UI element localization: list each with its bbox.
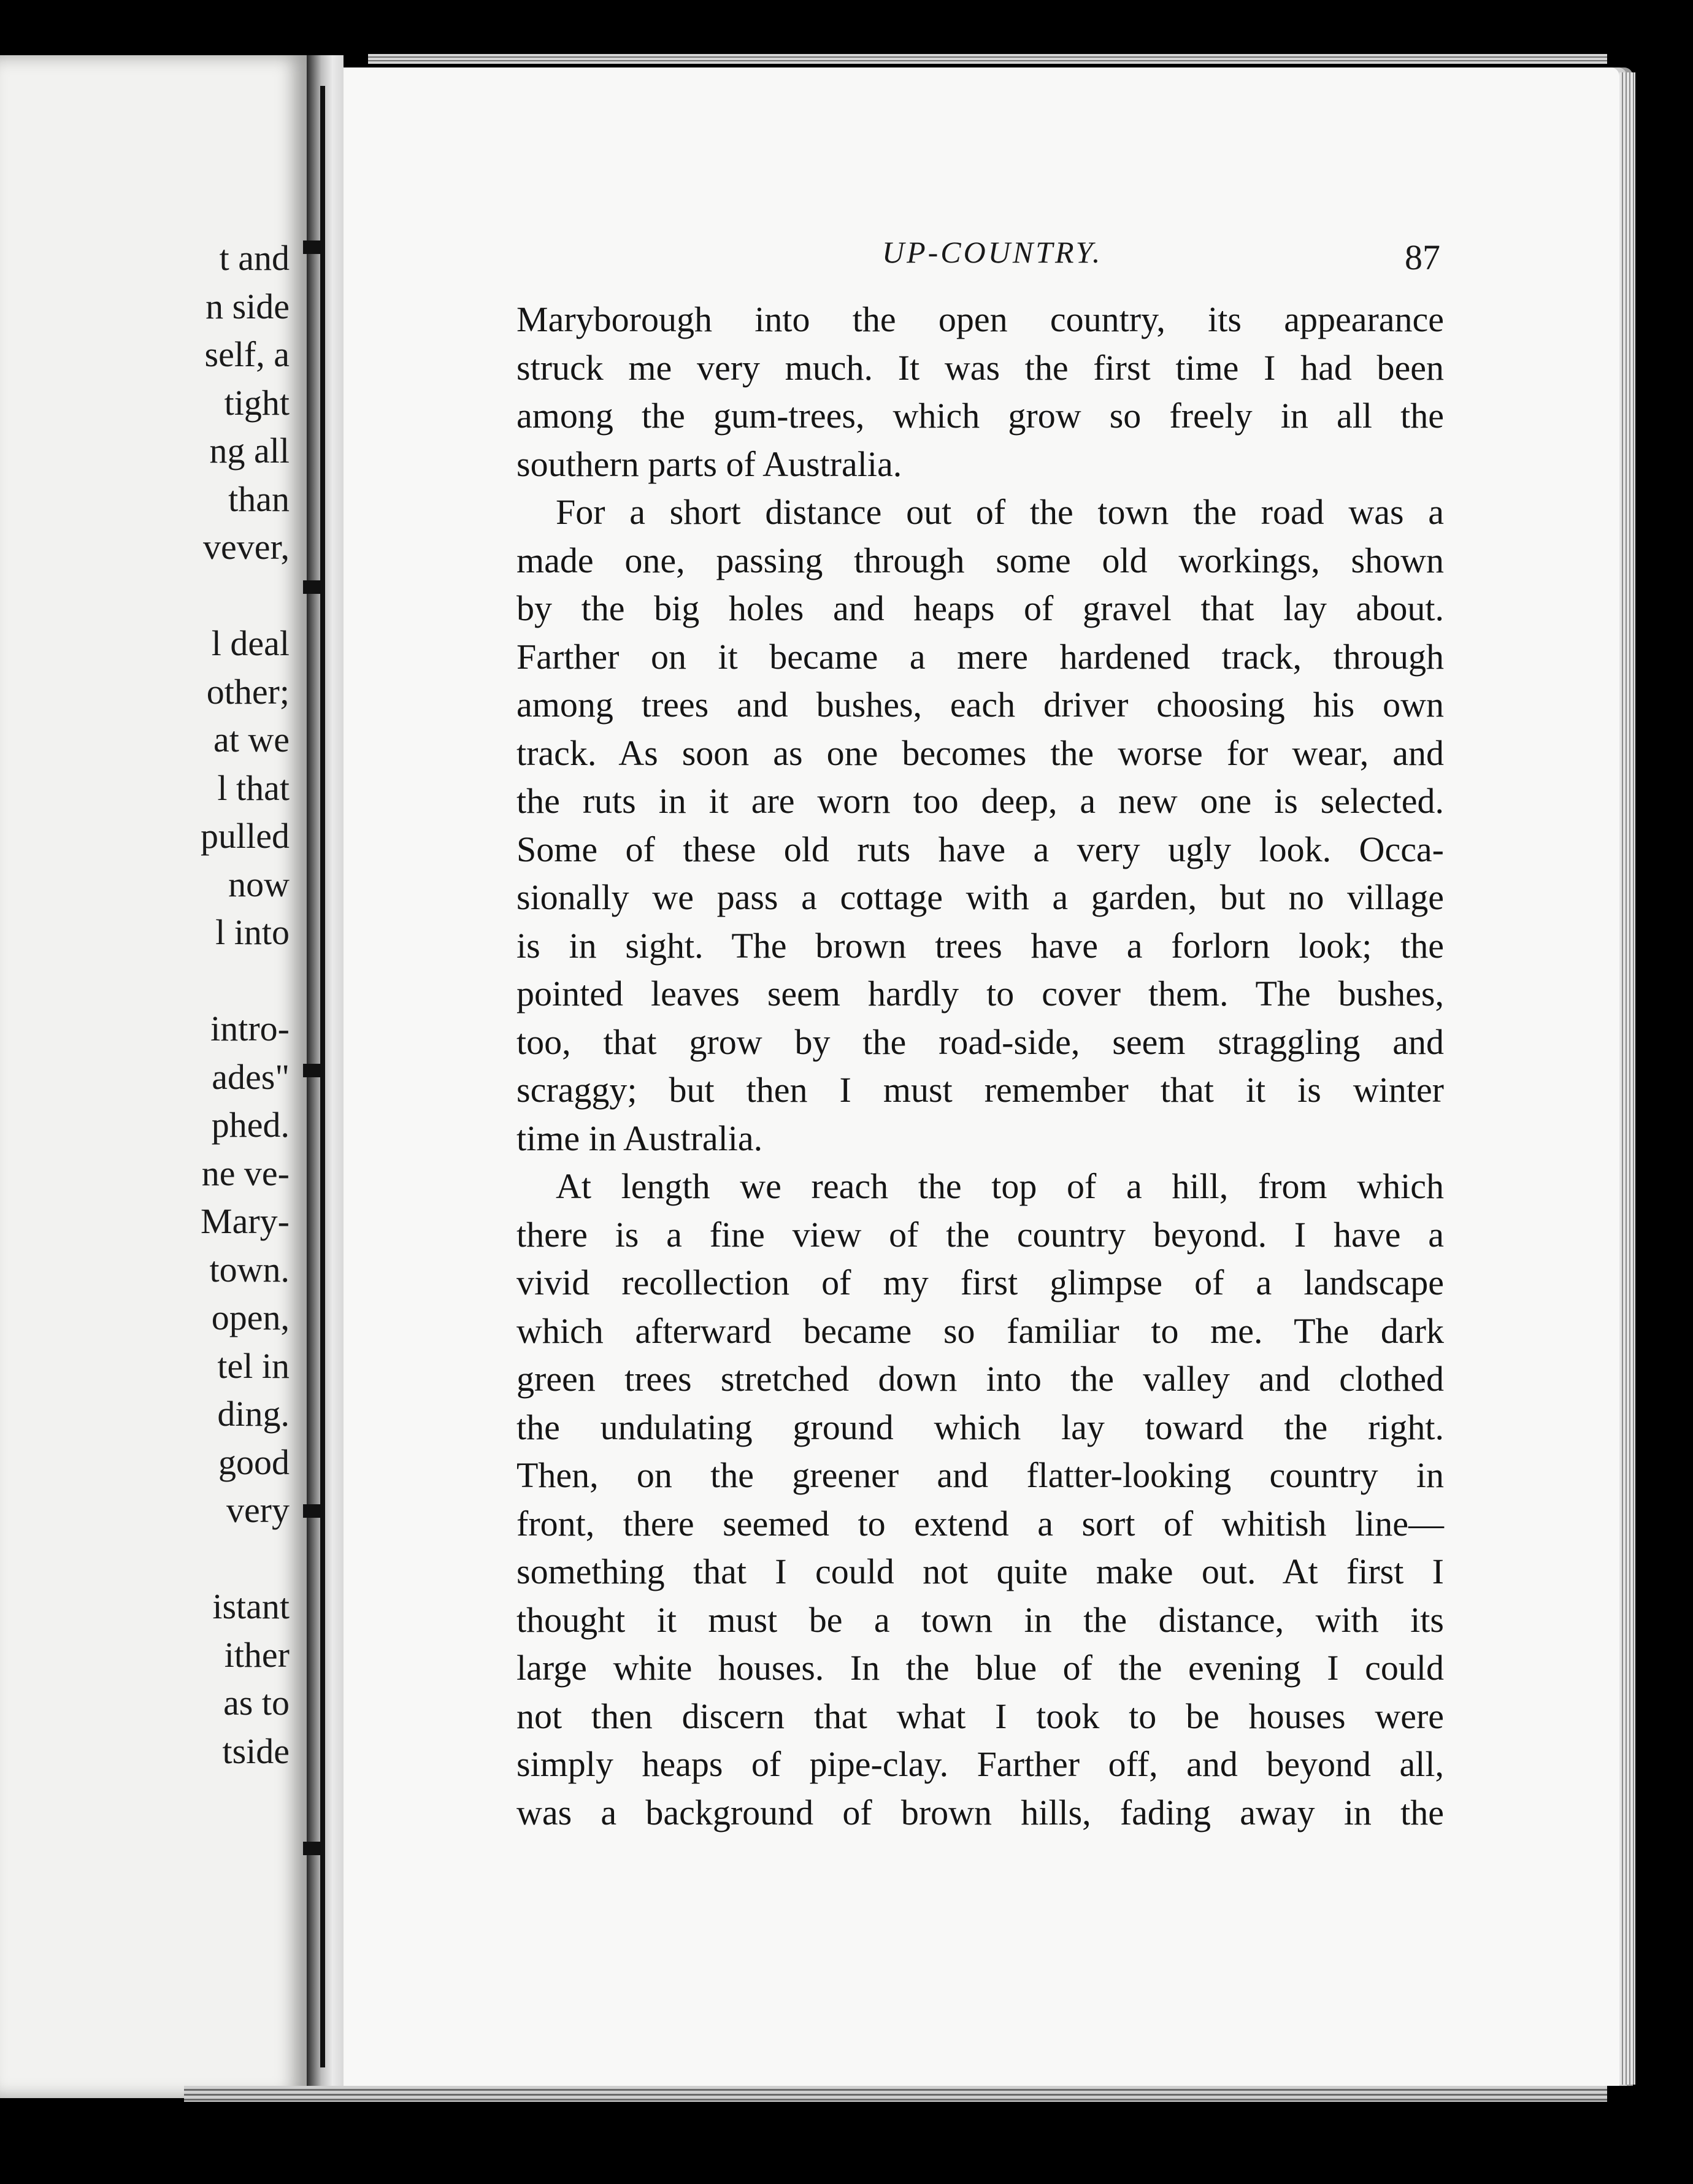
text-line: the undulating ground which lay toward the right.	[516, 1407, 1444, 1447]
left-page-line-fragment: tel in	[217, 1345, 290, 1386]
page-edge-stack	[1619, 72, 1635, 2085]
binding-stitch-mark	[303, 1064, 321, 1077]
text-line: large white houses. In the blue of the evening I could	[516, 1648, 1444, 1688]
text-line: Then, on the greener and flatter-looking country in	[516, 1455, 1444, 1495]
left-page-line-fragment: other;	[206, 671, 290, 712]
text-line: front, there seemed to extend a sort of whitish line—	[516, 1503, 1444, 1544]
text-line: Some of these old ruts have a very ugly look. Occa-	[516, 829, 1444, 869]
running-head: UP-COUNTRY.	[882, 235, 1103, 269]
left-page-line-fragment: l deal	[211, 623, 290, 663]
text-line: track. As soon as one becomes the worse for wear, and	[516, 732, 1444, 773]
text-line: At length we reach the top of a hill, from which	[556, 1166, 1444, 1206]
text-line: vivid recollection of my first glimpse of a landscape	[516, 1263, 1444, 1302]
left-page-line-fragment: l into	[215, 912, 290, 952]
left-page-line-fragment: self, a	[204, 334, 290, 374]
left-page-line-fragment: vever,	[203, 527, 290, 567]
left-page	[0, 55, 307, 2098]
left-page-line-fragment: Mary-	[201, 1201, 290, 1241]
left-page-line-fragment: town.	[209, 1249, 290, 1290]
left-page-line-fragment: n side	[205, 286, 290, 326]
left-page-line-fragment: l that	[217, 767, 290, 808]
text-line: southern parts of Australia.	[516, 444, 902, 484]
text-line: scraggy; but then I must remember that it is winter	[516, 1070, 1444, 1110]
text-line: among trees and bushes, each driver choosing his own	[516, 685, 1444, 725]
left-page-line-fragment: t and	[219, 238, 290, 278]
binding-stitch-mark	[303, 240, 321, 254]
left-page-line-fragment: intro-	[210, 1009, 290, 1048]
page-bottom-edge	[184, 2086, 1607, 2102]
left-page-line-fragment: open,	[211, 1298, 290, 1337]
left-page-line-fragment: tside	[222, 1731, 290, 1771]
page-number: 87	[1405, 237, 1440, 277]
text-line: the ruts in it are worn too deep, a new one is selected.	[516, 781, 1444, 821]
text-line: Maryborough into the open country, its appearance	[516, 299, 1444, 339]
left-page-line-fragment: at we	[213, 720, 290, 759]
left-page-line-fragment: ne ve-	[201, 1153, 290, 1193]
binding-stitch-mark	[303, 1842, 321, 1855]
text-line: thought it must be a town in the distance, with its	[516, 1599, 1444, 1640]
left-page-line-fragment: now	[228, 864, 290, 904]
left-page-line-fragment: tight	[224, 382, 290, 423]
text-line: Farther on it became a mere hardened track, through	[516, 636, 1444, 677]
page-top-edge	[368, 54, 1607, 64]
text-line: struck me very much. It was the first time I had been	[516, 347, 1444, 388]
left-page-line-fragment: good	[218, 1442, 290, 1482]
left-page-line-fragment: istant	[212, 1586, 290, 1626]
left-page-line-fragment: phed.	[211, 1105, 290, 1145]
left-page-line-fragment: ng all	[209, 431, 290, 471]
left-page-line-fragment: than	[228, 479, 290, 519]
text-line: For a short distance out of the town the road was a	[556, 492, 1444, 532]
text-line: green trees stretched down into the valley and clothed	[516, 1359, 1444, 1399]
text-line: too, that grow by the road-side, seem straggling and	[516, 1021, 1444, 1062]
text-line: time in Australia.	[516, 1118, 763, 1158]
left-page-line-fragment: pulled	[201, 816, 290, 856]
left-page-line-fragment: as to	[223, 1683, 290, 1723]
text-line: sionally we pass a cottage with a garden, but no village	[516, 877, 1444, 917]
text-line: is in sight. The brown trees have a forlorn look; the	[516, 925, 1444, 966]
text-line: something that I could not quite make out. At first I	[516, 1551, 1444, 1591]
text-line: by the big holes and heaps of gravel that lay about.	[516, 588, 1444, 628]
left-page-line-fragment: ding.	[217, 1394, 290, 1434]
text-line: pointed leaves seem hardly to cover them. The bushes,	[516, 974, 1444, 1013]
text-line: which afterward became so familiar to me. The dark	[516, 1310, 1444, 1351]
text-line: was a background of brown hills, fading away in the	[516, 1792, 1444, 1832]
text-line: there is a fine view of the country beyond. I have a	[516, 1214, 1444, 1255]
text-line: simply heaps of pipe-clay. Farther off, and beyond all,	[516, 1744, 1444, 1784]
left-page-line-fragment: ither	[224, 1634, 290, 1675]
text-line: among the gum-trees, which grow so freely in all the	[516, 396, 1444, 436]
text-line: made one, passing through some old workings, shown	[516, 540, 1444, 580]
body-text	[516, 296, 1444, 1837]
left-page-line-fragment: very	[226, 1490, 290, 1530]
text-line: not then discern that what I took to be houses were	[516, 1696, 1444, 1736]
left-page-line-fragment: ades"	[212, 1056, 290, 1097]
binding-stitch-mark	[303, 1504, 321, 1518]
binding-stitch-mark	[303, 580, 321, 594]
